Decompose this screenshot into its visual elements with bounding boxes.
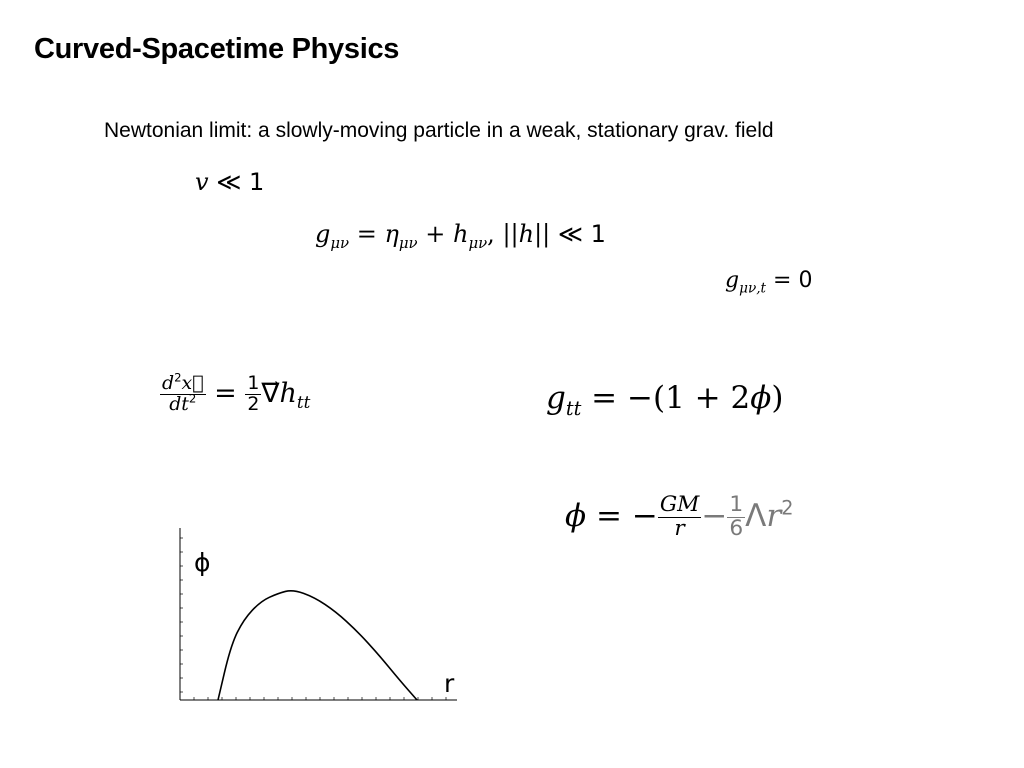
equation-time-time-metric xyxy=(546,380,784,421)
fraction-numerator: 1 xyxy=(247,372,260,394)
potential-graph-plot xyxy=(170,520,470,710)
number-one: 1 xyxy=(590,220,606,248)
equals-sign: = xyxy=(596,497,622,534)
index-tt: tt xyxy=(296,392,311,413)
potential-curve xyxy=(218,591,417,700)
rhs-suffix: ) xyxy=(771,380,784,416)
norm-bar-open: || xyxy=(502,220,519,248)
equation-geodesic-acceleration xyxy=(160,370,311,415)
power-two: 2 xyxy=(188,391,197,406)
symbol-d: d xyxy=(162,372,175,394)
potential-graph xyxy=(170,520,470,710)
fraction-numerator: 1 xyxy=(729,492,744,517)
symbol-g: g xyxy=(725,268,740,293)
index-mu-nu: μν xyxy=(330,233,350,252)
fraction-gm-over-r xyxy=(658,494,702,541)
cosmological-term xyxy=(701,492,794,541)
equals-sign: = xyxy=(356,220,377,248)
symbol-phi: ϕ xyxy=(565,497,587,534)
rhs-prefix: −(1 + 2 xyxy=(627,380,751,416)
fraction-one-sixth xyxy=(727,494,745,541)
symbol-v: v xyxy=(195,168,209,196)
power-two: 2 xyxy=(174,370,182,385)
symbol-h: h xyxy=(279,377,297,409)
minus-sign: − xyxy=(631,497,658,534)
comma: , xyxy=(487,220,495,248)
equation-potential xyxy=(565,494,793,541)
norm-bar-close: || xyxy=(534,220,551,248)
slide-title: Curved-Spacetime Physics xyxy=(34,33,400,65)
fraction-numerator: GM xyxy=(659,492,700,517)
fraction-denominator: r xyxy=(674,515,685,541)
index-mu-nu-t: μν,t xyxy=(739,280,767,297)
equation-slow-velocity xyxy=(195,170,264,194)
index-tt: tt xyxy=(565,397,582,421)
x-axis-label: r xyxy=(444,669,455,698)
symbol-dt: dt xyxy=(169,392,189,415)
gradient-operator: ∇⃗ xyxy=(261,377,280,409)
symbol-phi: ϕ xyxy=(750,380,772,416)
equals-sign: = xyxy=(591,380,618,416)
plus-sign: + xyxy=(425,220,446,248)
power-two: 2 xyxy=(781,496,794,520)
fraction-denominator: 2 xyxy=(247,392,260,415)
equation-weak-field-metric xyxy=(315,220,606,252)
much-less-than: ≪ xyxy=(557,220,584,248)
index-mu-nu: μν xyxy=(468,233,488,252)
equals-sign: = xyxy=(214,377,237,409)
index-mu-nu: μν xyxy=(398,233,418,252)
equation-stationary-field xyxy=(725,268,813,297)
number-one: 1 xyxy=(248,168,265,196)
minus-sign: − xyxy=(701,497,728,534)
fraction-second-derivative xyxy=(160,370,206,415)
symbol-lambda: Λ xyxy=(745,497,767,534)
fraction-denominator: 6 xyxy=(729,515,744,541)
symbol-g: g xyxy=(546,380,566,416)
symbol-h: h xyxy=(452,220,469,248)
vector-x: x⃗ xyxy=(181,372,204,394)
equals-sign: = xyxy=(773,268,792,293)
symbol-r: r xyxy=(766,497,782,534)
number-zero: 0 xyxy=(798,268,813,293)
much-less-than: ≪ xyxy=(216,168,242,196)
symbol-eta: η xyxy=(384,220,399,248)
slide-subtitle: Newtonian limit: a slowly-moving particle in a weak, stationary grav. field xyxy=(104,119,774,142)
symbol-g: g xyxy=(315,220,331,248)
y-axis-label: ϕ xyxy=(194,548,211,577)
symbol-h: h xyxy=(518,220,535,248)
fraction-one-half xyxy=(245,374,261,415)
